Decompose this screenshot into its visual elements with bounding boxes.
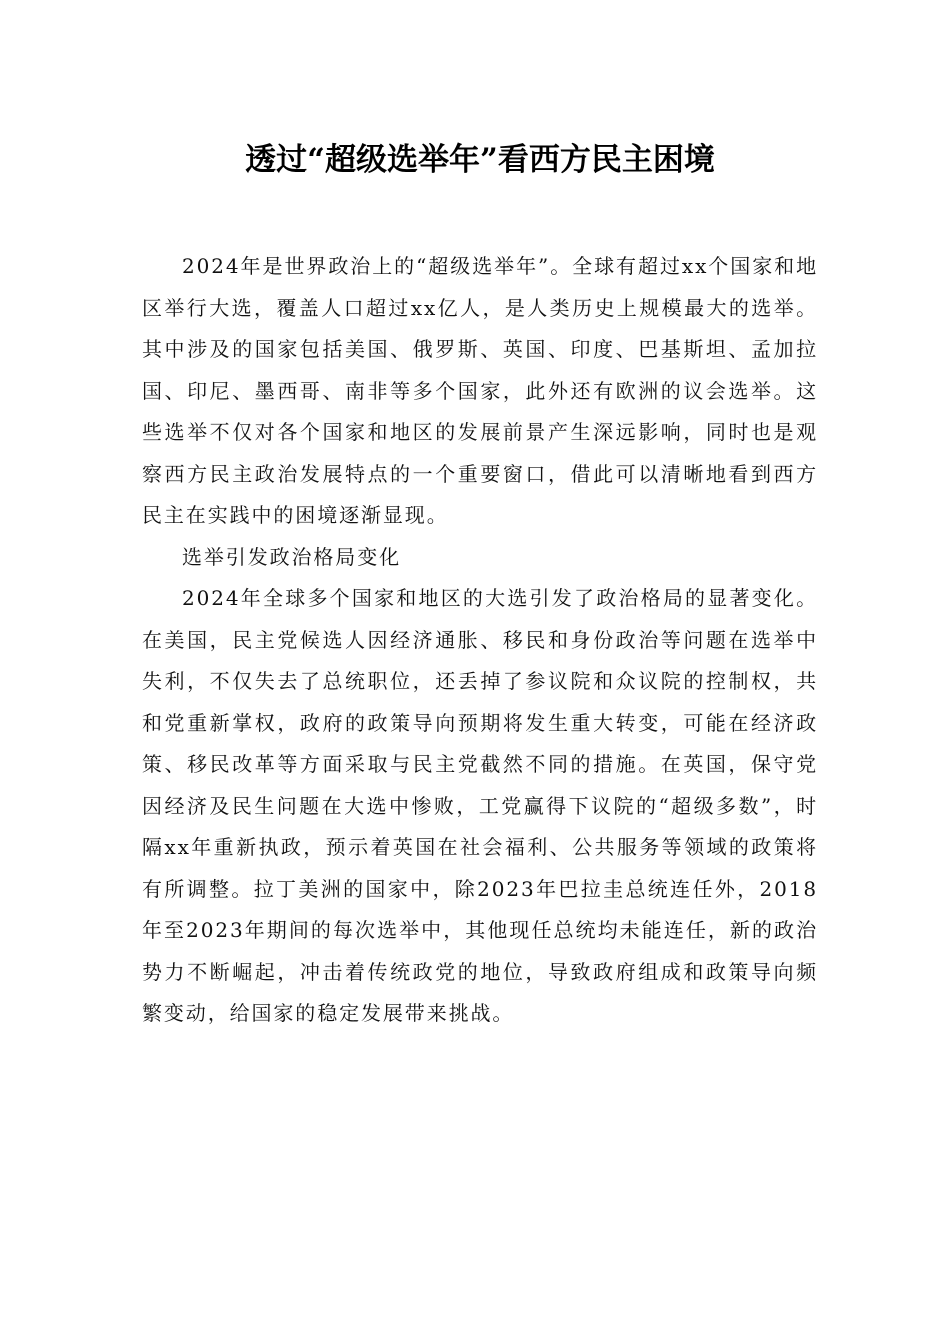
intro-paragraph: 2024年是世界政治上的“超级选举年”。全球有超过xx个国家和地区举行大选，覆盖人口超过xx亿人，是人类历史上规模最大的选举。其中涉及的国家包括美国、俄罗斯、英国、印度、巴基斯坦、孟加拉国、印尼、墨西哥、南非等多个国家，此外还有欧洲的议会选举。这些选举不仅对各个国家和地区的发展前景产生深远影响，同时也是观察西方民主政治发展特点的一个重要窗口，借此可以清晰地看到西方民主在实践中的困境逐渐显现。: [142, 254, 818, 527]
body-paragraph: 2024年全球多个国家和地区的大选引发了政治格局的显著变化。在美国，民主党候选人因经济通胀、移民和身份政治等问题在选举中失利，不仅失去了总统职位，还丢掉了参议院和众议院的控制权，共和党重新掌权，政府的政策导向预期将发生重大转变，可能在经济政策、移民改革等方面采取与民主党截然不同的措施。在英国，保守党因经济及民生问题在大选中惨败，工党赢得下议院的“超级多数”，时隔xx年重新执政，预示着英国在社会福利、公共服务等领域的政策将有所调整。拉丁美洲的国家中，除2023年巴拉圭总统连任外，2018年至2023年期间的每次选举中，其他现任总统均未能连任，新的政治势力不断崛起，冲击着传统政党的地位，导致政府组成和政策导向频繁变动，给国家的稳定发展带来挑战。: [142, 586, 818, 1025]
section-heading: 选举引发政治格局变化: [182, 544, 401, 569]
document-body: [142, 246, 818, 1035]
document-title: 透过“超级选举年”看西方民主困境: [245, 142, 715, 178]
